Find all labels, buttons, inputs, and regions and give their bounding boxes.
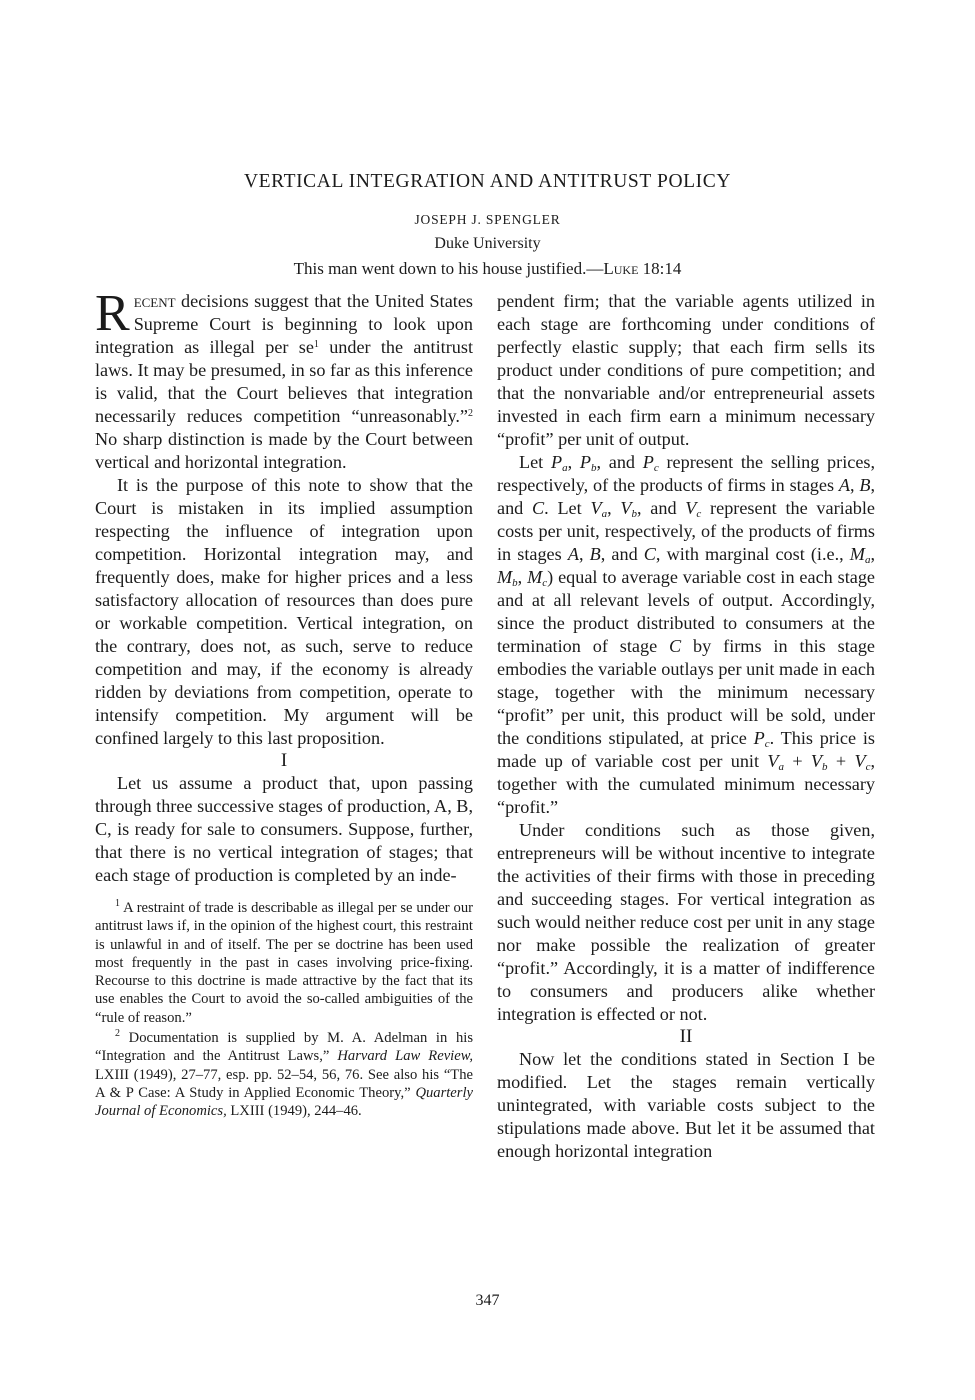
assumption-paragraph: Let us assume a product that, upon passing through three successive stages of production, A, B, C, is ready for sale to consumers. Suppose, further, that there is no vertical integration of stages; that each stage of production is completed by an inde- [95, 773, 473, 885]
epigraph-text: This man went down to his house justified.— [293, 259, 604, 278]
drop-cap: R [95, 285, 130, 342]
symbol: V [854, 751, 866, 771]
epigraph-source: Luke [603, 259, 639, 278]
symbol: M [849, 544, 865, 564]
journal-title: Harvard Law Review, [337, 1048, 474, 1065]
section-heading-2: II [679, 1026, 693, 1047]
intro-paragraph: Recent decisions suggest that the United States Supreme Court is beginning to look upon integration as illegal per $se^1$ under the antitrust laws. It may be presumed, in so far as this inference is valid, that the Court believes that integration necessarily reduces competition “unreasonably.”$^2$ No sharp distinction is made by the Court between vertical and horizontal integration. [95, 285, 473, 472]
purpose-paragraph: It is the purpose of this note to show that the Court is mistaken in its implied assumption respecting the influence of integration upon competition. Horizontal integration may, and frequently does, make for higher prices and a less satisfactory allocation of resources than does pure or workable competition. Vertical integration, on the contrary, does not, as such, serve to reduce competition and may, if the economy is already ridden by deviations from competition, operate to intensify competition. My argument will be confined largely to this last proposition. [95, 475, 473, 748]
footnote-mark-1: 1 [115, 898, 120, 909]
symbol: V [620, 498, 632, 518]
symbol: A [838, 475, 850, 495]
lead-word: ecent [133, 291, 176, 311]
symbol: V [685, 498, 697, 518]
notation-paragraph: Let $P_a$, $P_b$, and $P_c$ represent the selling prices, respectively, of the products of firms in stages A, B, and C. Let $V_a$, $V_b$, and $V_c$ represent the variable costs per unit, respectively, of the products of firms in stages A, B, and C, with marginal cost (i.e., $M_a$, $M_b$, $M_c$) equal to average variable cost in each stage and at all relevant levels of output. Accordingly, since the product distributed to consumers at the termination of stage C by firms in this stage embodies the variable outlays per unit made in each stage, together with the minimum necessary “profit” per unit, this product will be sold, under the conditions stipulated, at price $P_c$. This price is made up of variable cost per unit $V_a + V_b + V_c$, together with the cumulated minimum necessary “profit.” [497, 452, 876, 817]
symbol: A [567, 544, 579, 564]
footnote-ref-1: 1 [313, 339, 319, 350]
epigraph-reference: 18:14 [638, 259, 682, 278]
symbol: V [767, 751, 779, 771]
incentive-paragraph: Under conditions such as those given, entrepreneurs will be without incentive to integrate the activities of their firms with those in preceding and succeeding stages. For vertical integration as such would neither reduce cost per unit in any stage nor make possible the realization of greater “profit.” Accordingly, it is a matter of indifference to consumers and producers alike whether integration is effected or not. [497, 820, 875, 1024]
journal-title: Quarterly Journal of Economics, [95, 1084, 473, 1120]
left-column [95, 285, 474, 1121]
footnote-1: $^1$ A restraint of trade is describable as illegal per se under our antitrust laws if, in the opinion of the highest court, this restraint is unlawful in and of itself. The per se doctrine has been used most frequently in the past in cases involving price-fixing. Recourse to this doctrine is made attractive by the fact that its use enables the Court to avoid the so-called ambiguities of the “rule of reason.” [95, 898, 473, 1026]
symbol: P [550, 452, 563, 472]
page-number: 347 [475, 1292, 500, 1309]
symbol: V [590, 498, 602, 518]
epigraph [0, 258, 975, 280]
symbol: C [643, 544, 656, 564]
symbol: P [753, 728, 765, 748]
footnote-2: $^2$ Documentation is supplied by M. A. Adelman in his “Integration and the Antitrust Laws,” Harvard Law Review, LXIII (1949), 27–77, esp. pp. 52–54, 56, 76. See also his “The A & P Case: A Study in Applied Economic Theory,” Quarterly Journal of Economics, LXIII (1949), 244–46. [95, 1028, 474, 1120]
footnote-mark-2: 2 [115, 1028, 120, 1040]
symbol: M [497, 567, 513, 587]
symbol: P [642, 452, 654, 472]
symbol: C [532, 498, 545, 518]
section-heading-1: I [280, 750, 288, 771]
article-title: VERTICAL INTEGRATION AND ANTITRUST POLICY [243, 171, 732, 192]
symbol: V [810, 751, 823, 771]
footnote-ref-2: 2 [468, 408, 473, 419]
section-2-paragraph: Now let the conditions stated in Section I be modified. Let the stages remain vertically unintegrated, with variable costs subject to the stipulations made above. But let it be assumed that enough horizontal integration [497, 1049, 875, 1161]
symbol: B [589, 544, 601, 564]
symbol: B [859, 475, 871, 495]
symbol: C [669, 636, 682, 656]
symbol: P [579, 452, 591, 472]
footnotes [95, 899, 473, 1121]
symbol: M [527, 567, 543, 587]
author-name: JOSEPH J. SPENGLER [414, 212, 561, 227]
author-affiliation: Duke University [434, 235, 541, 252]
right-column [497, 290, 875, 1163]
continued-paragraph: pendent firm; that the variable agents utilized in each stage are forthcoming under conditions of perfectly elastic supply; that each firm sells its product under conditions of pure competition; and that the nonvariable and/or entrepreneurial assets invested in each firm earn a minimum necessary “profit” per unit of output. [497, 291, 875, 449]
